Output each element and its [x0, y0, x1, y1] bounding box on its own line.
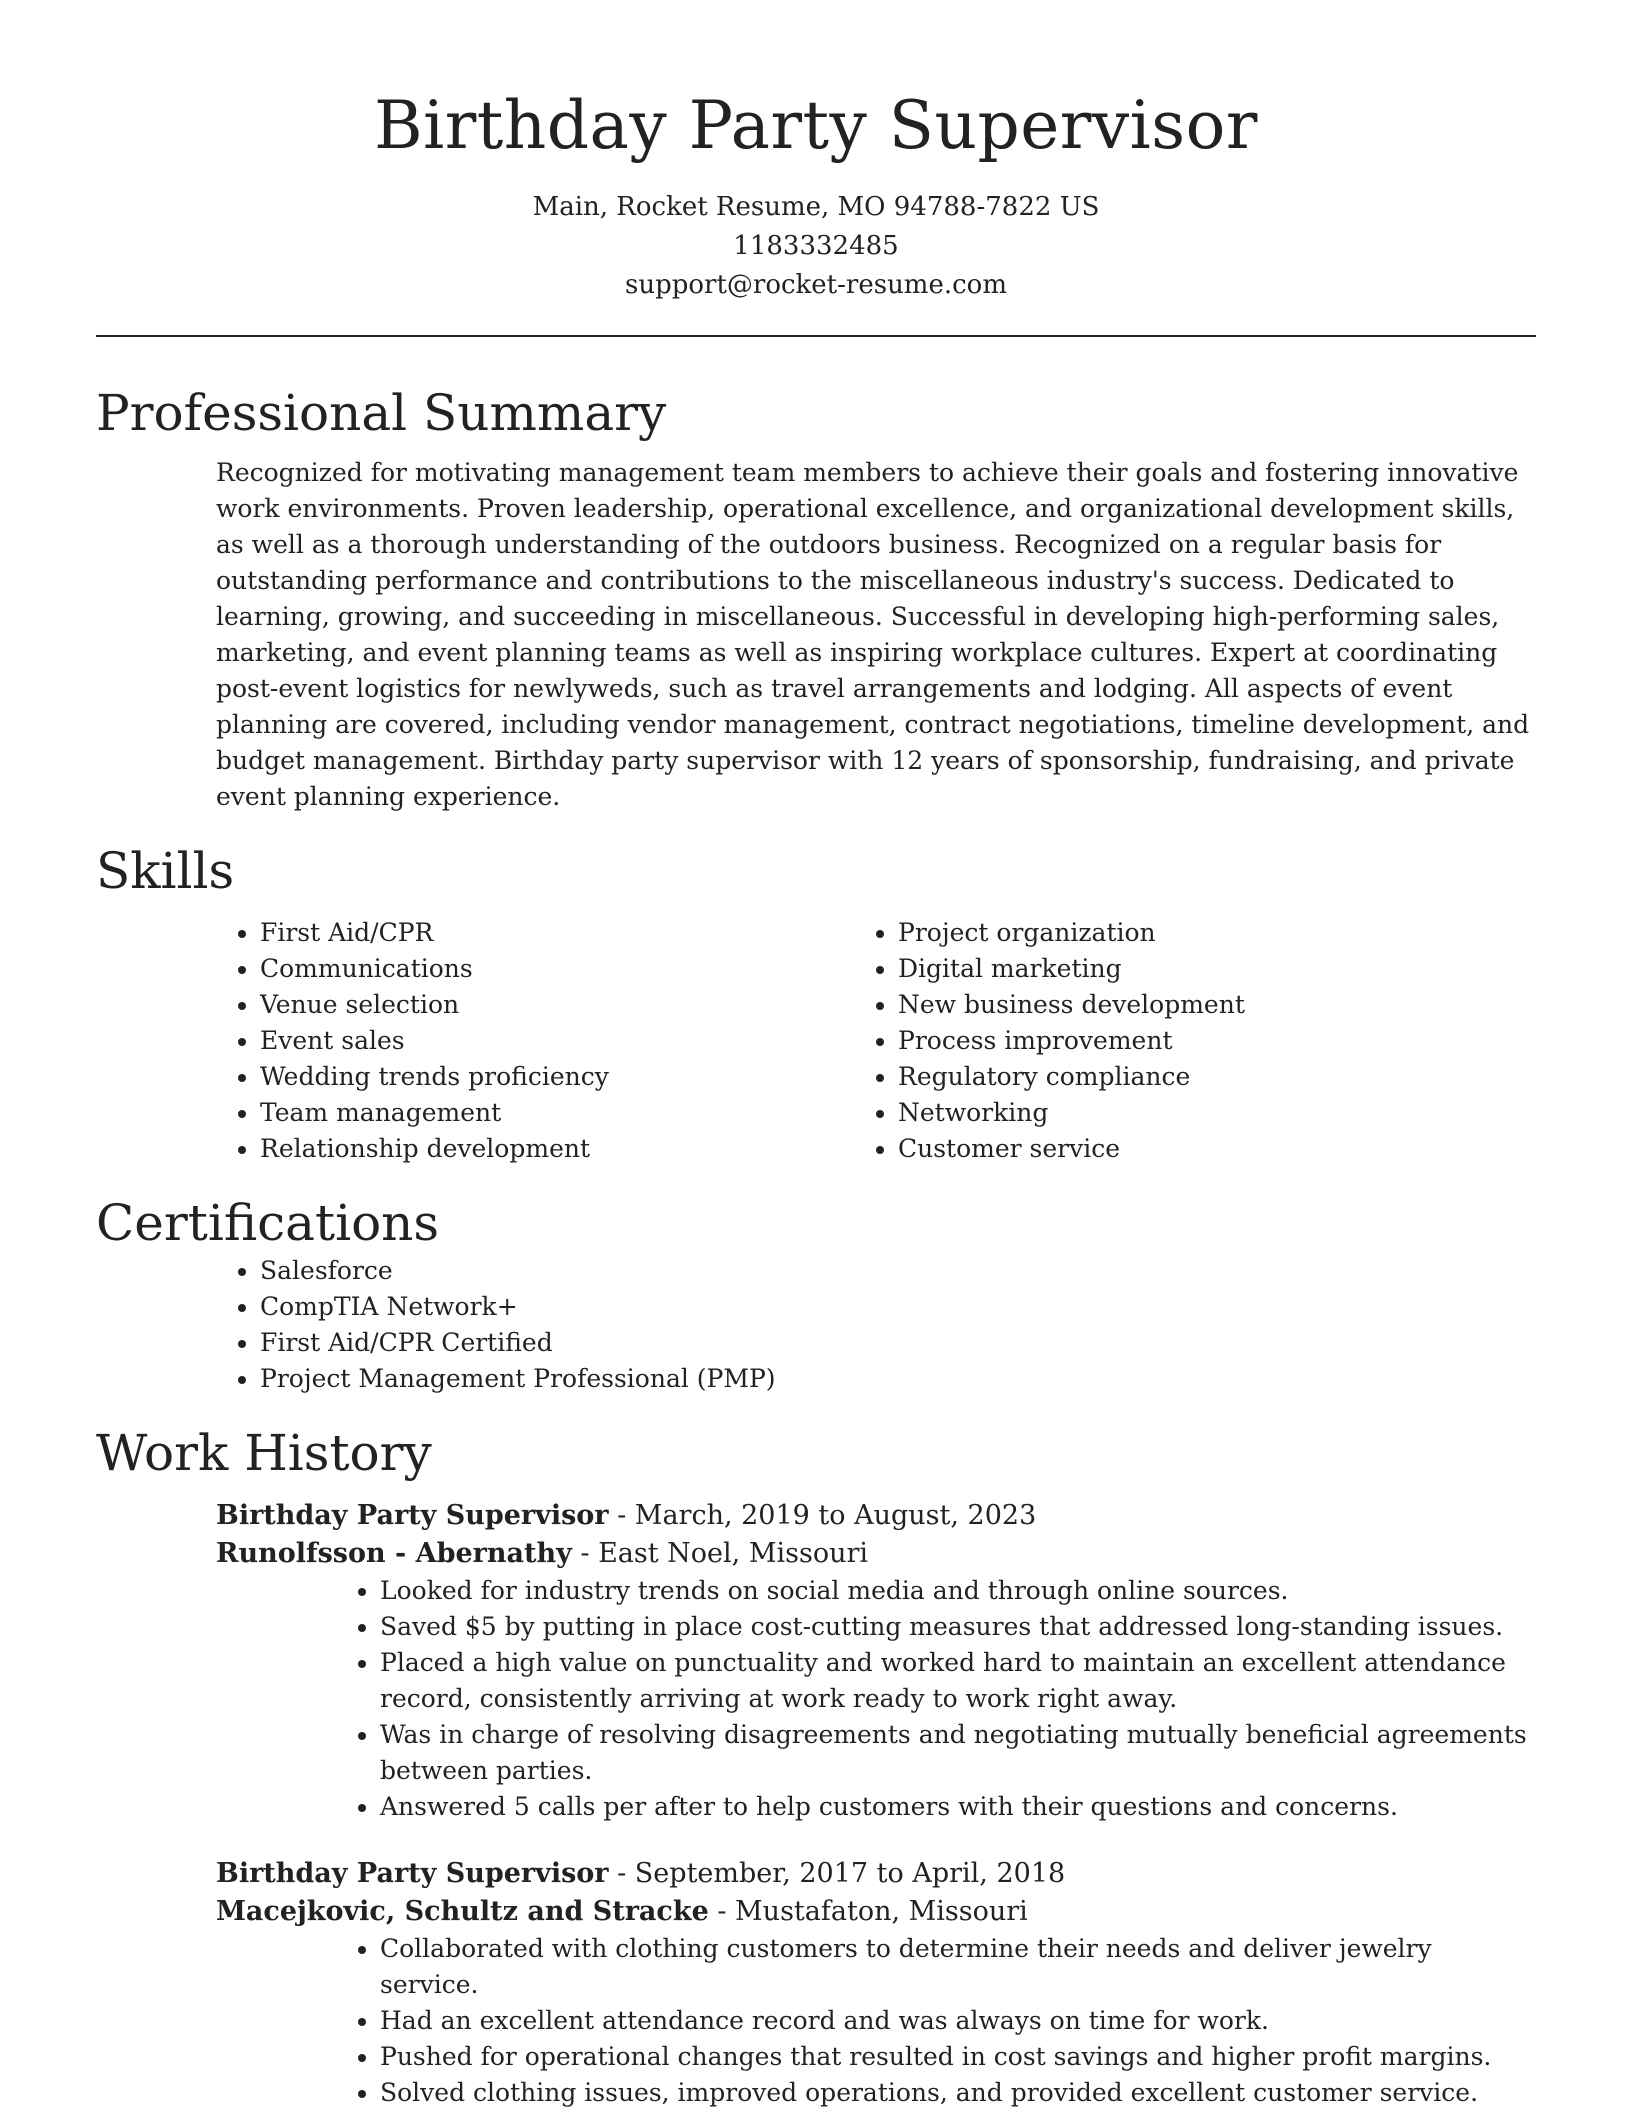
certification-item: • CompTIA Network+: [260, 1289, 1536, 1325]
skill-item: • Communications: [260, 951, 898, 987]
summary-heading: Professional Summary: [96, 384, 667, 442]
certification-item: • Project Management Professional (PMP): [260, 1361, 1536, 1397]
skills-list: [96, 915, 1536, 1167]
job-bullet: • Placed a high value on punctuality and worked hard to maintain an excellent attendance record, consistently arriving at work ready to work right away.: [380, 1645, 1536, 1717]
header-divider: [96, 335, 1536, 337]
contact-address: Main, Rocket Resume, MO 94788-7822 US: [532, 192, 1100, 222]
certifications-list: [96, 1253, 1536, 1397]
job-dates: - September, 2017 to April, 2018: [608, 1858, 1066, 1889]
job-entry: [216, 1497, 1536, 1825]
job-bullet: • Answered 5 calls per after to help customers with their questions and concerns.: [380, 1789, 1536, 1825]
certifications-heading: Certifications: [96, 1194, 440, 1252]
job-bullet: • Collaborated with clothing customers to determine their needs and deliver jewelry service.: [380, 1931, 1536, 2003]
job-company: Runolfsson - Abernathy: [216, 1538, 572, 1569]
job-location: - Mustafaton, Missouri: [708, 1896, 1028, 1927]
job-company: Macejkovic, Schultz and Stracke: [216, 1896, 709, 1927]
skill-item: • New business development: [898, 987, 1536, 1023]
job-bullets: [216, 1931, 1536, 2111]
job-title-line: [216, 1497, 1536, 1535]
skill-item: • Project organization: [898, 915, 1536, 951]
job-dates: - March, 2019 to August, 2023: [608, 1500, 1037, 1531]
job-bullet: • Pushed for operational changes that resulted in cost savings and higher profit margins.: [380, 2039, 1536, 2075]
job-bullet: • Saved $5 by putting in place cost-cutting measures that addressed long-standing issues.: [380, 1609, 1536, 1645]
job-entry: [216, 1855, 1536, 2111]
job-company-line: [216, 1535, 1536, 1573]
job-bullet: • Looked for industry trends on social media and through online sources.: [380, 1573, 1536, 1609]
skill-item: • Venue selection: [260, 987, 898, 1023]
summary-text: Recognized for motivating management team members to achieve their goals and fostering innovative work environments. Proven leadership, operational excellence, and organizational development skills, as well as a thorough understanding of the outdoors business. Recognized on a regular basis for outstanding performance and contributions to the miscellaneous industry's success. Dedicated to learning, growing, and succeeding in miscellaneous. Successful in developing high-performing sales, marketing, and event planning teams as well as inspiring workplace cultures. Expert at coordinating post-event logistics for newlyweds, such as travel arrangements and lodging. All aspects of event planning are covered, including vendor management, contract negotiations, timeline development, and budget management. Birthday party supervisor with 12 years of sponsorship, fundraising, and private event planning experience.: [216, 458, 1530, 811]
skill-item: • Team management: [260, 1095, 898, 1131]
skills-column-left: [96, 915, 898, 1167]
job-title-line: [216, 1855, 1536, 1893]
skill-item: • Customer service: [898, 1131, 1536, 1167]
job-bullet: • Was in charge of resolving disagreements and negotiating mutually beneficial agreements between parties.: [380, 1717, 1536, 1789]
certification-item: • First Aid/CPR Certified: [260, 1325, 1536, 1361]
contact-phone: 1183332485: [733, 231, 899, 261]
contact-block: [96, 188, 1536, 305]
resume-name: Birthday Party Supervisor: [374, 87, 1258, 164]
job-company-line: [216, 1893, 1536, 1931]
job-role: Birthday Party Supervisor: [216, 1858, 609, 1889]
skill-item: • Digital marketing: [898, 951, 1536, 987]
skill-item: • Networking: [898, 1095, 1536, 1131]
work-history-heading: Work History: [96, 1424, 432, 1482]
job-location: - East Noel, Missouri: [571, 1538, 869, 1569]
skill-item: • Wedding trends proficiency: [260, 1059, 898, 1095]
job-bullets: [216, 1573, 1536, 1825]
skill-item: • Process improvement: [898, 1023, 1536, 1059]
job-bullet: • Had an excellent attendance record and was always on time for work.: [380, 2003, 1536, 2039]
skill-item: • Event sales: [260, 1023, 898, 1059]
skills-heading: Skills: [96, 842, 235, 900]
skill-item: • Relationship development: [260, 1131, 898, 1167]
skill-item: • First Aid/CPR: [260, 915, 898, 951]
certification-item: • Salesforce: [260, 1253, 1536, 1289]
skills-column-right: [898, 915, 1536, 1167]
contact-email: support@rocket-resume.com: [624, 270, 1007, 300]
skill-item: • Regulatory compliance: [898, 1059, 1536, 1095]
job-role: Birthday Party Supervisor: [216, 1500, 609, 1531]
job-bullet: • Solved clothing issues, improved operations, and provided excellent customer service.: [380, 2075, 1536, 2111]
